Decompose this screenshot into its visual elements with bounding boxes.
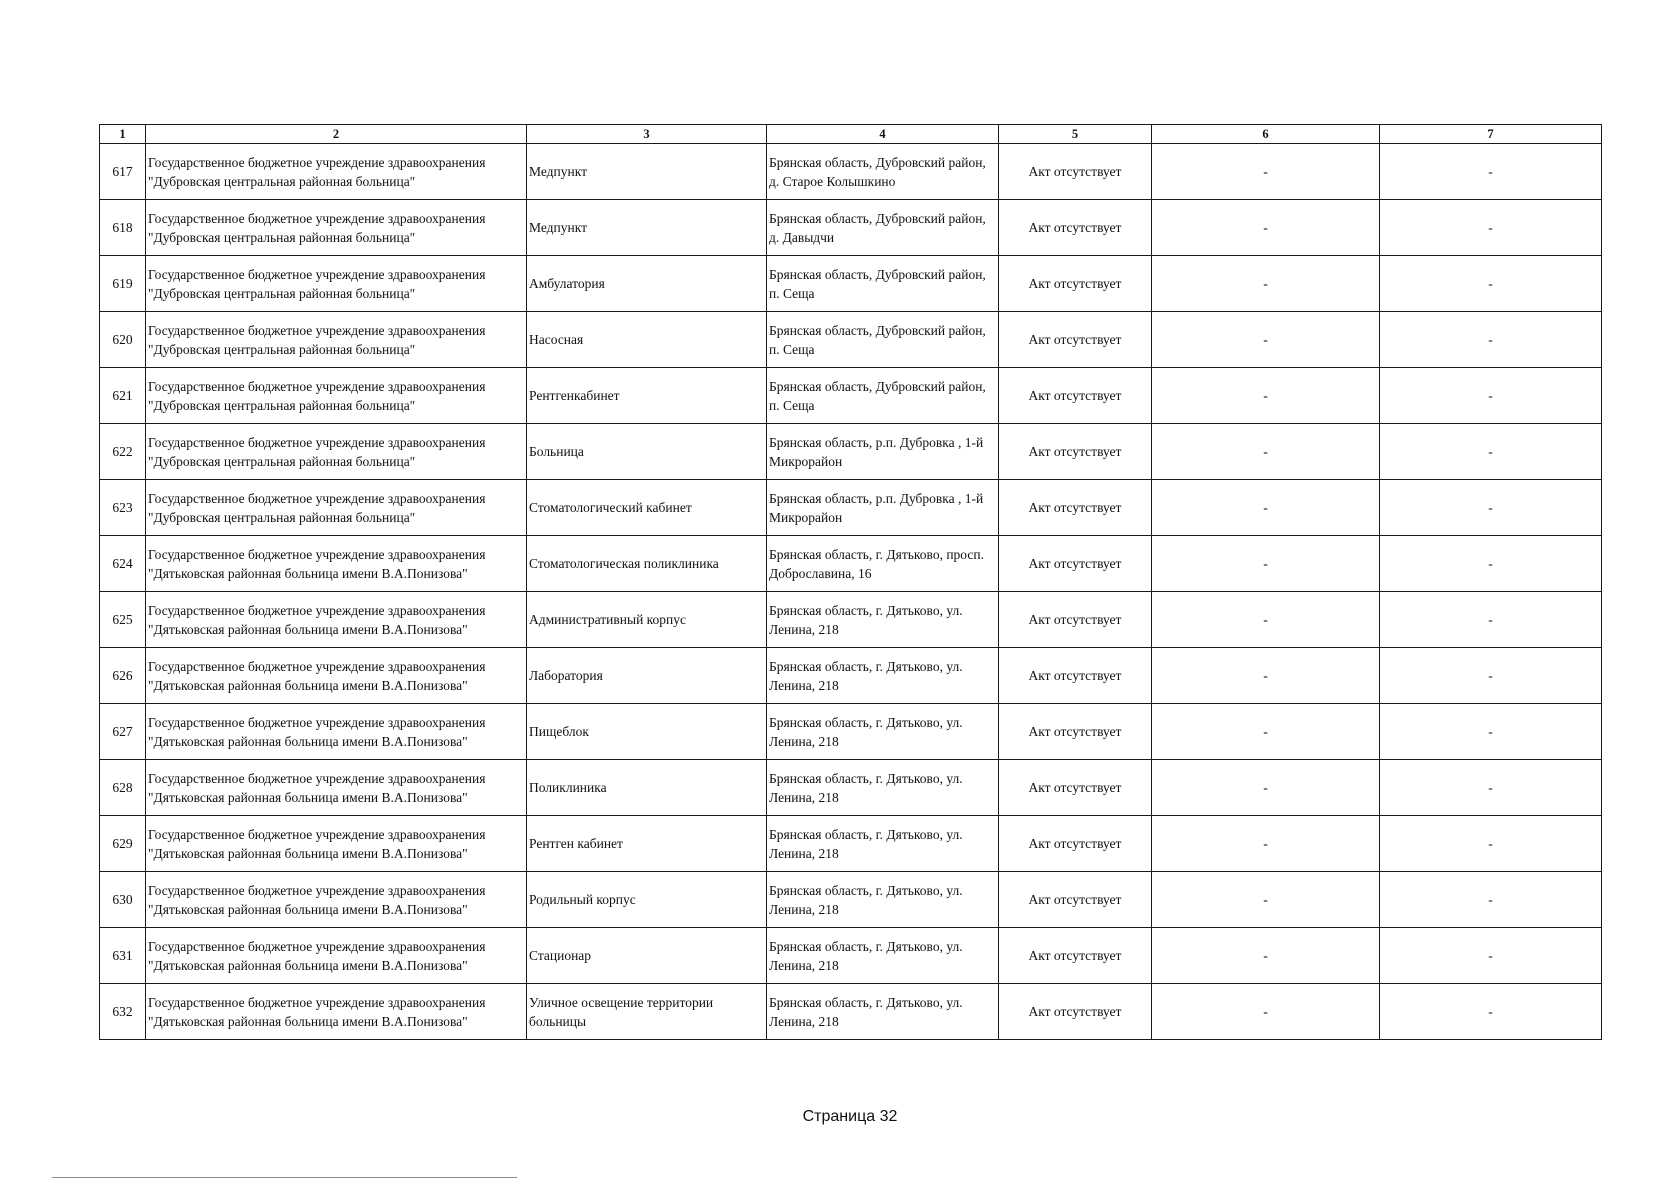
table-body — [100, 144, 1602, 1040]
col7-cell: - — [1380, 984, 1602, 1040]
object-cell: Больница — [527, 424, 767, 480]
table-row — [100, 928, 1602, 984]
col7-cell: - — [1380, 200, 1602, 256]
act-status-cell: Акт отсутствует — [999, 200, 1152, 256]
object-cell: Административный корпус — [527, 592, 767, 648]
col6-cell: - — [1152, 144, 1380, 200]
row-number: 632 — [100, 984, 146, 1040]
col7-cell: - — [1380, 480, 1602, 536]
row-number: 631 — [100, 928, 146, 984]
address-cell: Брянская область, г. Дятьково, ул. Ленина, 218 — [767, 648, 999, 704]
table-row — [100, 312, 1602, 368]
row-number: 623 — [100, 480, 146, 536]
organization-cell: Государственное бюджетное учреждение здравоохранения "Дубровская центральная районная больница" — [146, 424, 527, 480]
address-cell: Брянская область, р.п. Дубровка , 1-й Микрорайон — [767, 480, 999, 536]
col6-cell: - — [1152, 536, 1380, 592]
header-col-7: 7 — [1380, 125, 1602, 144]
col7-cell: - — [1380, 312, 1602, 368]
col6-cell: - — [1152, 872, 1380, 928]
organization-cell: Государственное бюджетное учреждение здравоохранения "Дятьковская районная больница имени В.А.Понизова" — [146, 648, 527, 704]
row-number: 625 — [100, 592, 146, 648]
col7-cell: - — [1380, 592, 1602, 648]
header-col-3: 3 — [527, 125, 767, 144]
scan-divider-line — [52, 1177, 517, 1178]
act-status-cell: Акт отсутствует — [999, 928, 1152, 984]
address-cell: Брянская область, г. Дятьково, ул. Ленина, 218 — [767, 984, 999, 1040]
address-cell: Брянская область, г. Дятьково, ул. Ленина, 218 — [767, 872, 999, 928]
col6-cell: - — [1152, 368, 1380, 424]
object-cell: Насосная — [527, 312, 767, 368]
table-row — [100, 256, 1602, 312]
organization-cell: Государственное бюджетное учреждение здравоохранения "Дятьковская районная больница имени В.А.Понизова" — [146, 872, 527, 928]
organization-cell: Государственное бюджетное учреждение здравоохранения "Дятьковская районная больница имени В.А.Понизова" — [146, 816, 527, 872]
col7-cell: - — [1380, 368, 1602, 424]
organization-cell: Государственное бюджетное учреждение здравоохранения "Дубровская центральная районная больница" — [146, 200, 527, 256]
col6-cell: - — [1152, 648, 1380, 704]
col6-cell: - — [1152, 928, 1380, 984]
row-number: 630 — [100, 872, 146, 928]
row-number: 627 — [100, 704, 146, 760]
table-row — [100, 536, 1602, 592]
organization-cell: Государственное бюджетное учреждение здравоохранения "Дубровская центральная районная больница" — [146, 480, 527, 536]
address-cell: Брянская область, р.п. Дубровка , 1-й Микрорайон — [767, 424, 999, 480]
header-row — [100, 125, 1602, 144]
act-status-cell: Акт отсутствует — [999, 648, 1152, 704]
act-status-cell: Акт отсутствует — [999, 144, 1152, 200]
object-cell: Рентген кабинет — [527, 816, 767, 872]
row-number: 619 — [100, 256, 146, 312]
address-cell: Брянская область, Дубровский район, д. Давыдчи — [767, 200, 999, 256]
row-number: 624 — [100, 536, 146, 592]
organization-cell: Государственное бюджетное учреждение здравоохранения "Дятьковская районная больница имени В.А.Понизова" — [146, 928, 527, 984]
col6-cell: - — [1152, 760, 1380, 816]
table-row — [100, 368, 1602, 424]
col6-cell: - — [1152, 816, 1380, 872]
object-cell: Стационар — [527, 928, 767, 984]
act-status-cell: Акт отсутствует — [999, 704, 1152, 760]
object-cell: Медпункт — [527, 144, 767, 200]
row-number: 617 — [100, 144, 146, 200]
col6-cell: - — [1152, 424, 1380, 480]
address-cell: Брянская область, г. Дятьково, просп. Доброславина, 16 — [767, 536, 999, 592]
address-cell: Брянская область, Дубровский район, д. Старое Колышкино — [767, 144, 999, 200]
table-row — [100, 816, 1602, 872]
address-cell: Брянская область, г. Дятьково, ул. Ленина, 218 — [767, 704, 999, 760]
object-cell: Амбулатория — [527, 256, 767, 312]
act-status-cell: Акт отсутствует — [999, 984, 1152, 1040]
organization-cell: Государственное бюджетное учреждение здравоохранения "Дубровская центральная районная больница" — [146, 144, 527, 200]
table-row — [100, 480, 1602, 536]
object-cell: Рентгенкабинет — [527, 368, 767, 424]
header-col-2: 2 — [146, 125, 527, 144]
row-number: 618 — [100, 200, 146, 256]
object-cell: Родильный корпус — [527, 872, 767, 928]
table-row — [100, 592, 1602, 648]
col7-cell: - — [1380, 872, 1602, 928]
object-cell: Уличное освещение территории больницы — [527, 984, 767, 1040]
col6-cell: - — [1152, 592, 1380, 648]
col6-cell: - — [1152, 984, 1380, 1040]
col6-cell: - — [1152, 200, 1380, 256]
table-row — [100, 648, 1602, 704]
address-cell: Брянская область, г. Дятьково, ул. Ленина, 218 — [767, 760, 999, 816]
table-row — [100, 200, 1602, 256]
act-status-cell: Акт отсутствует — [999, 368, 1152, 424]
col7-cell: - — [1380, 536, 1602, 592]
col7-cell: - — [1380, 424, 1602, 480]
organization-cell: Государственное бюджетное учреждение здравоохранения "Дятьковская районная больница имени В.А.Понизова" — [146, 704, 527, 760]
col6-cell: - — [1152, 256, 1380, 312]
table-row — [100, 424, 1602, 480]
table-row — [100, 872, 1602, 928]
header-col-6: 6 — [1152, 125, 1380, 144]
act-status-cell: Акт отсутствует — [999, 760, 1152, 816]
object-cell: Пищеблок — [527, 704, 767, 760]
row-number: 622 — [100, 424, 146, 480]
object-cell: Поликлиника — [527, 760, 767, 816]
act-status-cell: Акт отсутствует — [999, 256, 1152, 312]
object-cell: Стоматологическая поликлиника — [527, 536, 767, 592]
table-row — [100, 760, 1602, 816]
col7-cell: - — [1380, 816, 1602, 872]
row-number: 626 — [100, 648, 146, 704]
registry-table — [99, 124, 1602, 1040]
organization-cell: Государственное бюджетное учреждение здравоохранения "Дятьковская районная больница имени В.А.Понизова" — [146, 984, 527, 1040]
organization-cell: Государственное бюджетное учреждение здравоохранения "Дубровская центральная районная больница" — [146, 368, 527, 424]
act-status-cell: Акт отсутствует — [999, 592, 1152, 648]
col6-cell: - — [1152, 480, 1380, 536]
col7-cell: - — [1380, 144, 1602, 200]
col6-cell: - — [1152, 704, 1380, 760]
address-cell: Брянская область, г. Дятьково, ул. Ленина, 218 — [767, 816, 999, 872]
act-status-cell: Акт отсутствует — [999, 312, 1152, 368]
address-cell: Брянская область, Дубровский район, п. Сеща — [767, 368, 999, 424]
object-cell: Стоматологический кабинет — [527, 480, 767, 536]
address-cell: Брянская область, г. Дятьково, ул. Ленина, 218 — [767, 592, 999, 648]
row-number: 628 — [100, 760, 146, 816]
header-col-4: 4 — [767, 125, 999, 144]
act-status-cell: Акт отсутствует — [999, 872, 1152, 928]
col7-cell: - — [1380, 928, 1602, 984]
address-cell: Брянская область, Дубровский район, п. Сеща — [767, 312, 999, 368]
col6-cell: - — [1152, 312, 1380, 368]
organization-cell: Государственное бюджетное учреждение здравоохранения "Дубровская центральная районная больница" — [146, 256, 527, 312]
object-cell: Медпункт — [527, 200, 767, 256]
act-status-cell: Акт отсутствует — [999, 536, 1152, 592]
row-number: 621 — [100, 368, 146, 424]
table-row — [100, 984, 1602, 1040]
address-cell: Брянская область, Дубровский район, п. Сеща — [767, 256, 999, 312]
act-status-cell: Акт отсутствует — [999, 816, 1152, 872]
act-status-cell: Акт отсутствует — [999, 424, 1152, 480]
col7-cell: - — [1380, 256, 1602, 312]
row-number: 620 — [100, 312, 146, 368]
header-col-1: 1 — [100, 125, 146, 144]
header-col-5: 5 — [999, 125, 1152, 144]
col7-cell: - — [1380, 760, 1602, 816]
organization-cell: Государственное бюджетное учреждение здравоохранения "Дятьковская районная больница имени В.А.Понизова" — [146, 536, 527, 592]
table-row — [100, 704, 1602, 760]
organization-cell: Государственное бюджетное учреждение здравоохранения "Дубровская центральная районная больница" — [146, 312, 527, 368]
row-number: 629 — [100, 816, 146, 872]
table-row — [100, 144, 1602, 200]
table-header — [100, 125, 1602, 144]
object-cell: Лаборатория — [527, 648, 767, 704]
organization-cell: Государственное бюджетное учреждение здравоохранения "Дятьковская районная больница имени В.А.Понизова" — [146, 592, 527, 648]
col7-cell: - — [1380, 704, 1602, 760]
organization-cell: Государственное бюджетное учреждение здравоохранения "Дятьковская районная больница имени В.А.Понизова" — [146, 760, 527, 816]
col7-cell: - — [1380, 648, 1602, 704]
address-cell: Брянская область, г. Дятьково, ул. Ленина, 218 — [767, 928, 999, 984]
act-status-cell: Акт отсутствует — [999, 480, 1152, 536]
page-number: Страница 32 — [802, 1108, 898, 1125]
